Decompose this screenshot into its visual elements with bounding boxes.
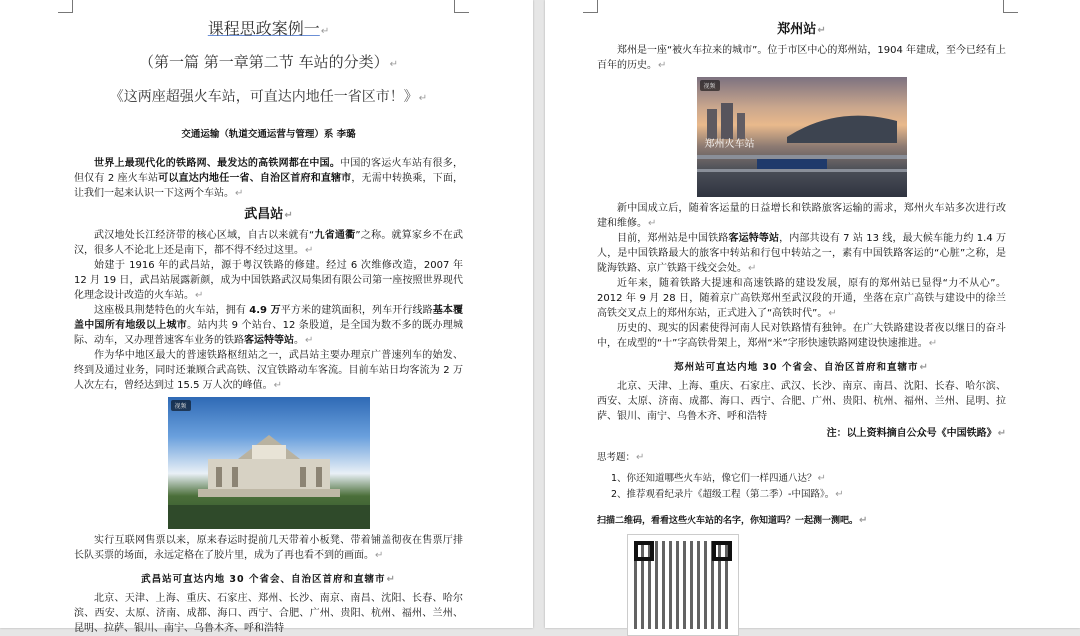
zhengzhou-heading: 郑州站↵ xyxy=(777,22,826,37)
station-building-illustration xyxy=(168,397,370,529)
document-subtitle: （第一篇 第一章第二节 车站的分类）↵ xyxy=(139,53,398,71)
scan-prompt: 扫描二维码，看看这些火车站的名字，你知道吗？一起测一测吧。↵ xyxy=(597,515,868,526)
wuchang-station-photo[interactable] xyxy=(168,397,370,529)
corner-mark xyxy=(583,0,598,13)
paragraph: 近年来，随着铁路大提速和高速铁路的建设发展，原有的郑州站已显得“力不从心”。2012 年 9 月 28 日，随着京广高铁郑州至武汉段的开通，坐落在京广高铁与建设中的徐兰高铁交叉点上的郑州东站，正式进入了“高铁时代”。↵ xyxy=(597,278,1006,319)
zhengzhou-city-list: 北京、天津、上海、重庆、石家庄、武汉、长沙、南京、南昌、沈阳、长春、哈尔滨、西安、太原、济南、成都、海口、西宁、合肥、广州、贵阳、杭州、福州、兰州、昆明、拉萨、银川、南宁、乌鲁木齐、呼和浩特 xyxy=(597,381,1006,422)
document-headline: 《这两座超强火车站，可直达内地任一省区市！》↵ xyxy=(109,89,428,105)
wuchang-city-list: 北京、天津、上海、重庆、石家庄、郑州、长沙、南京、南昌、沈阳、长春、哈尔滨、西安、太原、济南、成都、海口、西宁、合肥、广州、贵阳、杭州、福州、兰州、昆明、拉萨、银川、南宁、乌鲁木齐、呼和浩特 xyxy=(74,593,463,634)
paragraph: 作为华中地区最大的普速铁路枢纽站之一，武昌站主要办理京广普速列车的始发、终到及通过业务，同时还兼顾合武高铁、汉宜铁路动车客流。目前车站日均客流为 2 万人次左右，曾经达到过 15.5 万人次的峰值。↵ xyxy=(74,350,463,391)
document-page-right xyxy=(545,0,1080,628)
author-line: 交通运输（轨道交通运营与管理）系 李璐 xyxy=(181,129,356,140)
question-item: 2、推荐观看纪录片《超级工程（第二季）-中国路》。↵ xyxy=(611,489,844,500)
zhengzhou-destinations-heading: 郑州站可直达内地 30 个省会、自治区首府和直辖市↵ xyxy=(674,362,929,373)
paragraph: 武汉地处长江经济带的核心区域，自古以来就有“九省通衢”之称。就算家乡不在武汉，很多人不论北上还是南下，都不得不经过这里。↵ xyxy=(74,230,463,256)
intro-paragraph: 世界上最现代化的铁路网、最发达的高铁网都在中国。中国的客运火车站有很多，但仅有 2 座火车站可以直达内地任一省、自治区首府和直辖市，无需中转换乘，下面，让我们一起来认识一下这两个车站。↵ xyxy=(74,158,464,199)
corner-mark xyxy=(58,0,73,13)
source-note: 注：以上资料摘自公众号《中国铁路》↵ xyxy=(826,428,1006,439)
document-page-left xyxy=(0,0,533,634)
video-tag: 视频 xyxy=(700,80,720,91)
paragraph: 这座极具荆楚特色的火车站，拥有 4.9 万平方米的建筑面积，列车开行线路基本覆盖中国所有地级以上城市。站内共 9 个站台、12 条股道，是全国为数不多的既办理城际、动车，又办理普速客车业务的铁路客运特等站。↵ xyxy=(74,305,464,346)
wuchang-destinations-heading: 武昌站可直达内地 30 个省会、自治区首府和直辖市↵ xyxy=(141,574,396,585)
question-item: 1、你还知道哪些火车站，像它们一样四通八达？↵ xyxy=(611,473,826,484)
wuchang-heading: 武昌站↵ xyxy=(244,207,293,222)
qr-finder xyxy=(634,541,654,561)
paragraph: 始建于 1916 年的武昌站，源于粤汉铁路的修建。经过 6 次维修改造，2007 年 12 月 19 日，武昌站展露新颜，成为中国铁路武汉局集团有限公司第一座按照世界现代化理念设计改造的火车站。↵ xyxy=(74,260,463,301)
video-tag: 视频 xyxy=(171,400,191,411)
paragraph: 新中国成立后，随着客运量的日益增长和铁路旅客运输的需求，郑州火车站多次进行改建和维修。↵ xyxy=(597,203,1006,229)
paragraph: 目前，郑州站是中国铁路客运特等站，内部共设有 7 站 13 线，最大候车能力约 1.4 万人，是中国铁路最大的旅客中转站和行包中转站之一，素有中国铁路客运的“心脏”之称，是陇海铁路、京广铁路干线交会处。↵ xyxy=(597,233,1007,274)
question-title: 思考题：↵ xyxy=(597,452,645,463)
photo-caption: 郑州火车站 xyxy=(704,139,755,150)
qr-finder xyxy=(712,541,732,561)
paragraph: 郑州是一座“被火车拉来的城市”。位于市区中心的郑州站，1904 年建成，至今已经有上百年的历史。↵ xyxy=(597,45,1006,71)
document-title: 课程思政案例一↵ xyxy=(207,19,330,38)
paragraph: 历史的、现实的因素使得河南人民对铁路情有独钟。在广大铁路建设者夜以继日的奋斗中，在成型的“十”字高铁骨架上，郑州“米”字形快速铁路网建设快速推进。↵ xyxy=(597,323,1006,349)
paragraph: 实行互联网售票以来，原来春运时提前几天带着小板凳、带着铺盖彻夜在售票厅排长队买票的场面，永远定格在了胶片里，成为了再也看不到的画面。↵ xyxy=(74,535,463,561)
qr-code-image[interactable] xyxy=(627,534,739,636)
zhengzhou-station-photo[interactable] xyxy=(697,77,907,197)
